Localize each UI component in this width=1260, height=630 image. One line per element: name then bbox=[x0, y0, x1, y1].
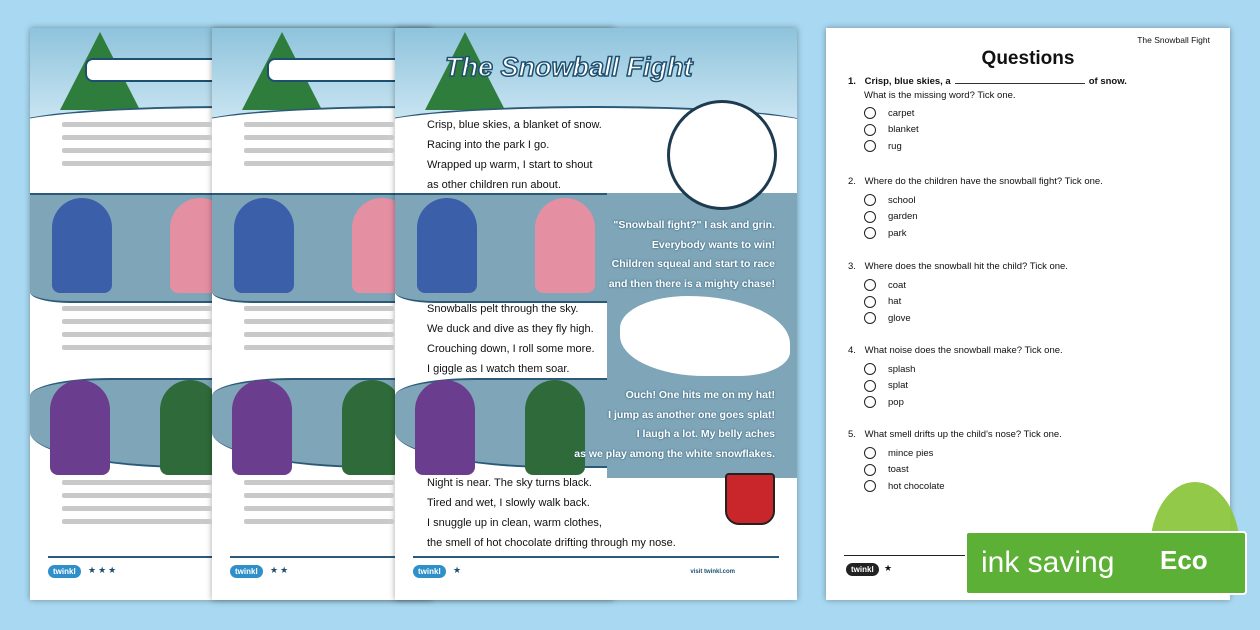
poem-line: as other children run about. bbox=[427, 179, 561, 191]
child-illustration bbox=[342, 380, 402, 475]
twinkl-logo: twinkl bbox=[230, 565, 263, 578]
poem-line: Tired and wet, I slowly walk back. bbox=[427, 497, 590, 509]
child-illustration bbox=[50, 380, 110, 475]
question-prompt-end: of snow. bbox=[1088, 76, 1127, 87]
tick-circle[interactable] bbox=[864, 194, 876, 206]
poem-text-placeholder bbox=[244, 473, 394, 532]
snowball-illustration bbox=[667, 100, 777, 210]
question-number: 2. bbox=[848, 176, 856, 187]
poem-text-placeholder bbox=[62, 115, 212, 174]
answer-option[interactable] bbox=[864, 294, 1218, 311]
poem-line: and then there is a mighty chase! bbox=[608, 277, 775, 290]
question-2 bbox=[848, 176, 1218, 242]
option-label: school bbox=[888, 194, 916, 206]
tick-circle[interactable] bbox=[864, 211, 876, 223]
answer-option[interactable] bbox=[864, 478, 1218, 495]
eco-label: Eco bbox=[1160, 545, 1208, 575]
website-url: visit twinkl.com bbox=[690, 569, 735, 575]
footer-line bbox=[844, 555, 969, 556]
answer-option[interactable] bbox=[864, 394, 1218, 411]
poem-title: The Snowball Fight bbox=[445, 52, 693, 82]
tick-circle[interactable] bbox=[864, 480, 876, 492]
tick-circle[interactable] bbox=[864, 380, 876, 392]
option-label: glove bbox=[888, 312, 911, 324]
option-label: coat bbox=[888, 279, 906, 291]
question-4 bbox=[848, 345, 1218, 411]
poem-stanza bbox=[427, 299, 595, 379]
option-label: carpet bbox=[888, 107, 915, 119]
poem-line: Night is near. The sky turns black. bbox=[427, 477, 592, 489]
tick-circle[interactable] bbox=[864, 296, 876, 308]
tick-circle[interactable] bbox=[864, 312, 876, 324]
answer-option[interactable] bbox=[864, 378, 1218, 395]
question-text: What is the missing word? Tick one. bbox=[864, 90, 1016, 101]
answer-option[interactable] bbox=[864, 462, 1218, 479]
option-label: garden bbox=[888, 211, 918, 223]
poem-line: Ouch! One hits me on my hat! bbox=[625, 389, 775, 401]
question-number: 3. bbox=[848, 261, 856, 272]
tick-circle[interactable] bbox=[864, 140, 876, 152]
poem-line: "Snowball fight?" I ask and grin. bbox=[613, 219, 775, 231]
poem-line: Crisp, blue skies, a blanket of snow. bbox=[427, 119, 602, 131]
question-1 bbox=[848, 76, 1218, 155]
question-text: Where does the snowball hit the child? Tick one. bbox=[864, 261, 1068, 272]
difficulty-stars: ★ bbox=[884, 563, 895, 573]
question-number: 5. bbox=[848, 429, 856, 440]
answer-option[interactable] bbox=[864, 445, 1218, 462]
question-3 bbox=[848, 261, 1218, 327]
tick-circle[interactable] bbox=[864, 464, 876, 476]
poem-line: I laugh a lot. My belly aches bbox=[636, 428, 775, 440]
answer-option[interactable] bbox=[864, 138, 1218, 155]
answer-option[interactable] bbox=[864, 361, 1218, 378]
hot-chocolate-illustration bbox=[725, 473, 775, 525]
ink-saving-label: ink saving bbox=[981, 546, 1115, 579]
option-label: toast bbox=[888, 464, 909, 476]
tick-circle[interactable] bbox=[864, 279, 876, 291]
option-label: hot chocolate bbox=[888, 480, 945, 492]
child-illustration bbox=[415, 380, 475, 475]
child-illustration bbox=[160, 380, 220, 475]
poem-line: as we play among the white snowflakes. bbox=[574, 447, 775, 460]
difficulty-stars: ★ bbox=[453, 565, 464, 575]
answer-option[interactable] bbox=[864, 122, 1218, 139]
question-text: What noise does the snowball make? Tick one. bbox=[864, 345, 1063, 356]
twinkl-logo: twinkl bbox=[413, 565, 446, 578]
poem-stanza bbox=[427, 115, 602, 195]
poem-stanza bbox=[427, 473, 676, 553]
difficulty-stars: ★★★ bbox=[88, 565, 119, 575]
answer-option[interactable] bbox=[864, 277, 1218, 294]
option-label: park bbox=[888, 227, 907, 239]
question-5 bbox=[848, 429, 1218, 495]
poem-line: I snuggle up in clean, warm clothes, bbox=[427, 517, 602, 529]
poem-text-placeholder bbox=[62, 473, 212, 532]
option-label: pop bbox=[888, 396, 904, 408]
tick-circle[interactable] bbox=[864, 124, 876, 136]
footer-line bbox=[413, 556, 779, 558]
child-illustration bbox=[234, 198, 294, 293]
poem-stanza-right bbox=[609, 216, 775, 294]
option-label: rug bbox=[888, 140, 902, 152]
option-label: splat bbox=[888, 380, 909, 392]
tick-circle[interactable] bbox=[864, 396, 876, 408]
answer-option[interactable] bbox=[864, 310, 1218, 327]
question-text: Where do the children have the snowball fight? Tick one. bbox=[864, 176, 1103, 187]
option-label: splash bbox=[888, 363, 916, 375]
poem-line: I jump as another one goes splat! bbox=[608, 408, 775, 421]
poem-stanza-right bbox=[574, 386, 775, 464]
difficulty-stars: ★★ bbox=[270, 565, 291, 575]
tick-circle[interactable] bbox=[864, 363, 876, 375]
answer-option[interactable] bbox=[864, 192, 1218, 209]
answer-option[interactable] bbox=[864, 209, 1218, 226]
poem-line: Wrapped up warm, I start to shout bbox=[427, 159, 593, 171]
option-label: blanket bbox=[888, 124, 919, 136]
child-illustration bbox=[417, 198, 477, 293]
poem-line: Everybody wants to win! bbox=[651, 238, 775, 251]
question-text: What smell drifts up the child's nose? Tick one. bbox=[864, 429, 1062, 440]
question-number: 1. bbox=[848, 76, 856, 87]
questions-title: Questions bbox=[981, 48, 1075, 69]
answer-option[interactable] bbox=[864, 225, 1218, 242]
answer-option[interactable] bbox=[864, 105, 1218, 122]
option-label: mince pies bbox=[888, 447, 934, 459]
poem-line: We duck and dive as they fly high. bbox=[427, 323, 594, 335]
poem-line: Racing into the park I go. bbox=[427, 139, 550, 151]
option-label: hat bbox=[888, 296, 902, 308]
twinkl-logo: twinkl bbox=[48, 565, 81, 578]
poem-line: Snowballs pelt through the sky. bbox=[427, 303, 579, 315]
poem-line: Crouching down, I roll some more. bbox=[427, 343, 595, 355]
poem-line: the smell of hot chocolate drifting through my nose. bbox=[427, 537, 676, 549]
child-illustration bbox=[52, 198, 112, 293]
poem-text-placeholder bbox=[244, 115, 394, 174]
tick-circle[interactable] bbox=[864, 227, 876, 239]
questions-header: The Snowball Fight bbox=[1137, 35, 1210, 45]
poem-text-placeholder bbox=[244, 299, 394, 358]
twinkl-logo: twinkl bbox=[846, 563, 879, 576]
child-illustration bbox=[232, 380, 292, 475]
question-prompt: Crisp, blue skies, a bbox=[864, 76, 951, 87]
poem-page-3 bbox=[395, 28, 797, 600]
tick-circle[interactable] bbox=[864, 107, 876, 119]
tick-circle[interactable] bbox=[864, 447, 876, 459]
child-illustration bbox=[535, 198, 595, 293]
question-number: 4. bbox=[848, 345, 856, 356]
answer-blank bbox=[955, 83, 1085, 84]
poem-line: Children squeal and start to race bbox=[611, 258, 775, 270]
poem-line: I giggle as I watch them soar. bbox=[427, 363, 570, 375]
poem-text-placeholder bbox=[62, 299, 212, 358]
